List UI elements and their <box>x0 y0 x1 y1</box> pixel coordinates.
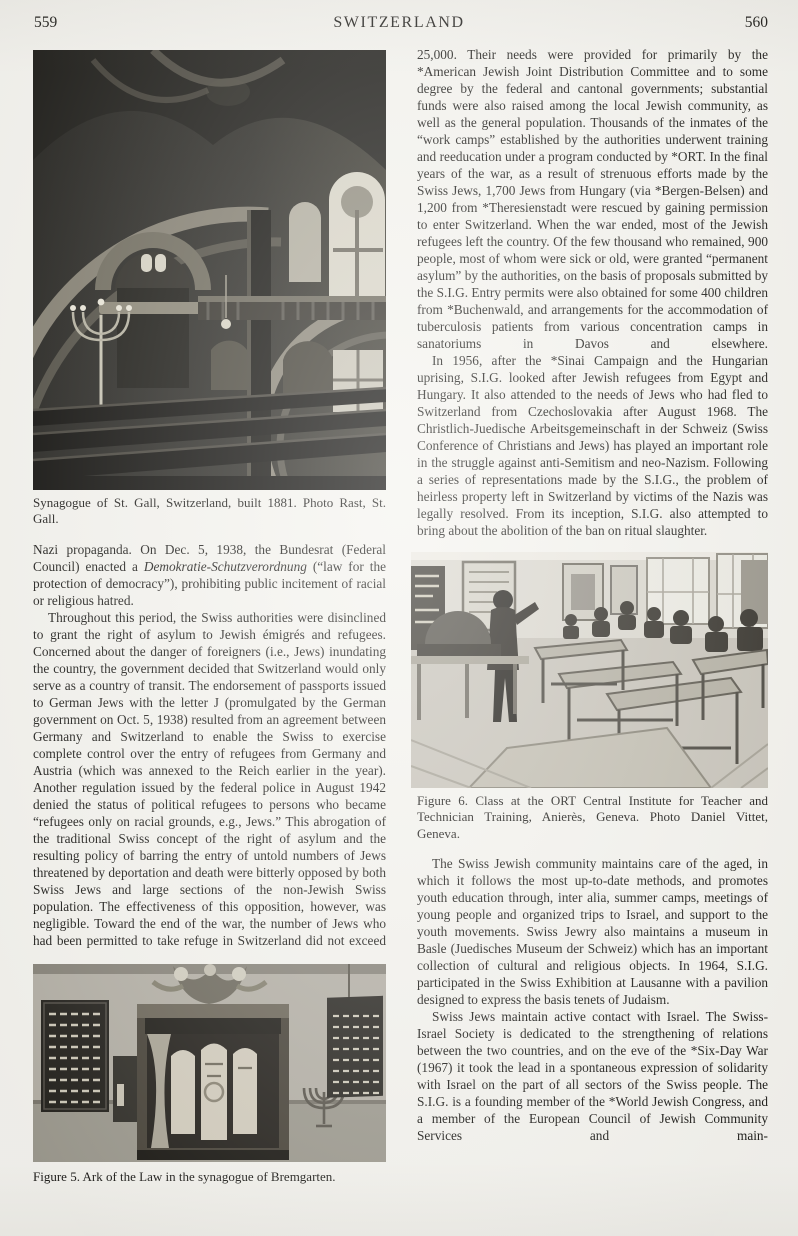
figure-synagogue-caption: Synagogue of St. Gall, Switzerland, built 1881. Photo Rast, St. Gall. <box>33 495 386 527</box>
paragraph-1956-sinai: In 1956, after the *Sinai Campaign and the Hungarian uprising, S.I.G. looked after Jewish refugees from Egypt and Hungary. It also attended to the needs of Jews who had fled to Switzerland from Czechoslovakia after August 1968. The Christlich-Juedische Arbeitsgemeinschaft in der Schweiz (Swiss Conference of Christians and Jews) has played an important role in the struggle against anti-Semitism and neo-Nazism. Following a series of representations made by the S.I.G., the problem of heirless property left in Switzerland by victims of the Nazis was legally resolved. From its inception, S.I.G. also attempted to bring about the abolition of the ban on ritual slaughter. <box>417 353 768 538</box>
synagogue-st-gall-photo <box>33 50 386 490</box>
page-header <box>0 14 798 38</box>
ark-bremgarten-photo <box>33 964 386 1162</box>
demokratie-schutzverordnung-italic: Demokratie-Schutzverordnung <box>143 558 307 574</box>
right-column <box>417 46 768 1144</box>
paragraph-swiss-community: The Swiss Jewish community maintains care of the aged, in which it follows the most up-to-date methods, and promotes youth education through, inter alia, summer camps, meetings of young people and organized trips to Israel, and support to the youth movements. Swiss Jewry also maintains a museum in Basle (Juedisches Museum der Schweiz) which has an important collection of cultural and religious objects. In 1964, S.I.G. participated in the Swiss Exhibition at Lausanne with a pavilion designed to express the basis tenets of Judaism. <box>417 856 768 1008</box>
paragraph-throughout-period: Throughout this period, the Swiss authorities were disinclined to grant the right of asylum to Jewish émigrés and refugees. Concerned about the danger of foreigners (i.e., Jews) inundating the country, the government decided that Switzerland would only serve as a country of transit. The endorsement of passports issued to German Jews with the letter J (promulgated by the German government on Oct. 5, 1938) resulted from an agreement between Germany and Switzerland to enable the Swiss to exercise complete control over the entry of refugees from Germany and Austria (which was annexed to the Reich earlier in the year). Another regulation issued by the federal police in August 1942 denied the status of political refugees to persons who became “refugees only on racial grounds, e.g., Jews.” This abrogation of the traditional Swiss concept of the right of asylum and the resulting policy of barring the entry of untold numbers of Jews threatened by deportation and death were bitterly opposed by both Swiss Jews and large sections of the non-Jewish Swiss population. The effectiveness of this opposition, however, was negligible. Toward the end of the war, the number of Jews who had been permitted to take refuge in Switzerland did not exceed <box>33 609 386 948</box>
paragraph-nazi-pre: Nazi propaganda. On Dec. 5, 1938, the Bundesrat (Federal Council) enacted a <box>33 541 386 574</box>
figure5-caption: Figure 5. Ark of the Law in the synagogue of Bremgarten. <box>33 1168 336 1184</box>
paragraph-nazi-propaganda <box>33 541 386 609</box>
left-column <box>33 50 386 1185</box>
figure6-caption: Figure 6. Class at the ORT Central Institute for Teacher and Technician Training, Anierès, Geneva. Photo Daniel Vittet, Geneva. <box>417 793 768 841</box>
paragraph-swiss-israel: Swiss Jews maintain active contact with Israel. The Swiss-Israel Society is dedicated to the strengthening of relations between the two countries, and on the eve of the *Six-Day War (1967) it took the lead in a spontaneous expression of solidarity with Israel on the part of all sectors of the Swiss people. The S.I.G. is a founding member of the *World Jewish Congress, and a member of the European Council of Jewish Community Services and main- <box>417 1009 768 1144</box>
page-title: SWITZERLAND <box>333 14 465 31</box>
ort-classroom-photo <box>411 552 768 788</box>
paragraph-nazi-post: (“law for the protection of democracy”), prohibiting public incitement of racial or religious hatred. <box>33 558 386 608</box>
paragraph-25000-needs: 25,000. Their needs were provided for primarily by the *American Jewish Joint Distribution Committee and to some degree by the federal and cantonal governments; substantial funds were also raised among the local Jewish community, as well as the general population. Thousands of the inmates of the “work camps” established by the authorities underwent training and reeducation under a program conducted by *ORT. In the final years of the war, as a result of strenuous efforts made by the Swiss Jews, 1,700 Jews from Hungary (via *Bergen-Belsen) and 1,200 from *Theresienstadt were rescued by gaining permission to enter Switzerland. When the war ended, most of the Jewish refugees left the country. Of the few thousand who remained, 900 people, most of whom were sick or old, were granted “permanent asylum” by the authorities, on the basis of proposals submitted by the S.I.G. Entry permits were also obtained for some 400 children from *Buchenwald, and arrangements for the accommodation of tuberculosis patients from various concentration camps in sanatoriums in Davos and elsewhere. <box>417 47 768 351</box>
left-page-number: 559 <box>34 14 58 31</box>
right-page-number: 560 <box>744 14 768 31</box>
